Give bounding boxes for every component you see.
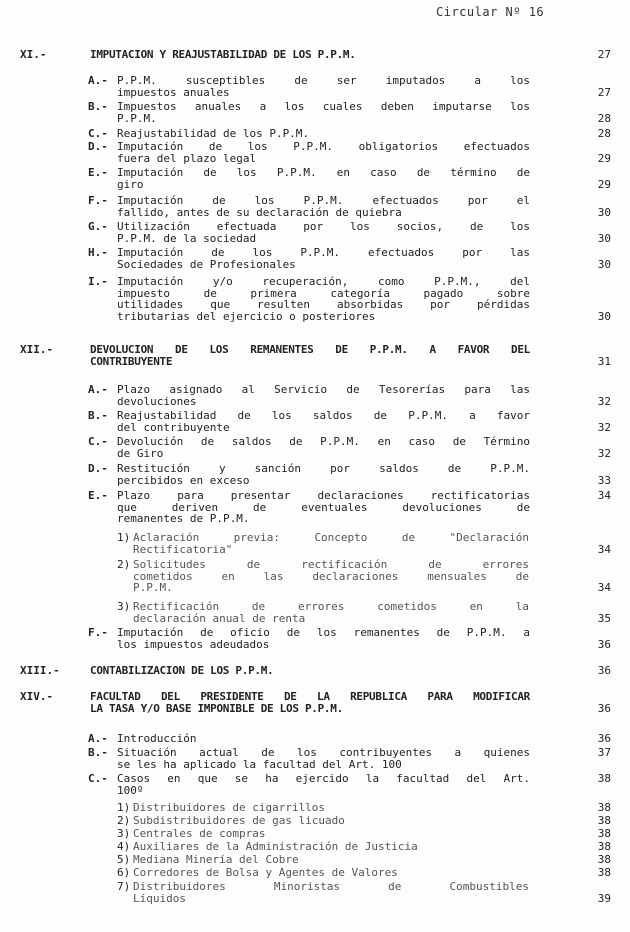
entry-marker: 3) [117, 600, 131, 613]
page-number: 38 [597, 827, 611, 840]
entry-title-line: impuestos anuales [117, 85, 230, 99]
entry-title-line: Rectificación de errores cometidos en la [133, 600, 529, 613]
entry-marker: A.- [88, 383, 108, 396]
entry-marker: C.- [88, 127, 108, 140]
entry-title-line: LA TASA Y/O BASE IMPONIBLE DE LOS P.P.M. [90, 701, 343, 715]
page-number: 39 [597, 891, 611, 905]
page-number: 29 [597, 177, 611, 191]
page-number: 30 [597, 205, 611, 219]
page-number: 28 [597, 127, 611, 140]
entry-title-line: P.P.M. [133, 581, 173, 594]
entry-title-line: Distribuidores Minoristas de Combustibles [133, 880, 529, 893]
entry-title-line: DEVOLUCION DE LOS REMANENTES DE P.P.M. A FAVOR DEL [90, 343, 530, 356]
entry-marker: D.- [88, 462, 108, 475]
entry-title-line: percibidos en exceso [117, 473, 250, 487]
entry-title-line: P.P.M. de la sociedad [117, 231, 257, 245]
page-number: 38 [597, 772, 611, 785]
page-number: 32 [597, 446, 611, 460]
entry-title-line: Introducción [117, 732, 197, 745]
entry-title-line: utilidades que resulten absorbidas por pérdidas [117, 298, 530, 311]
entry-title-line: remanentes de P.P.M. [117, 512, 250, 525]
page-number: 34 [597, 542, 611, 556]
entry-title-line: de Giro [117, 446, 164, 460]
entry-title-line: Situación actual de los contribuyentes a quienes [117, 746, 530, 759]
entry-title-line: se les ha aplicado la facultad del Art. 100 [117, 757, 402, 771]
entry-title-line: Solicitudes de rectificación de errores [133, 558, 529, 571]
entry-title-line: P.P.M. susceptibles de ser imputados a los [117, 74, 530, 87]
entry-title-line: Imputación de los P.P.M. en caso de término de [117, 166, 530, 179]
entry-marker: 7) [117, 880, 131, 893]
entry-marker: XII.- [20, 343, 54, 356]
entry-marker: A.- [88, 74, 108, 87]
entry-title-line: Sociedades de Profesionales [117, 257, 296, 271]
page-number: 27 [597, 85, 611, 99]
entry-title-line: Plazo asignado al Servicio de Tesorerías para las [117, 383, 530, 396]
page-number: 30 [597, 231, 611, 245]
page-number: 30 [597, 257, 611, 271]
entry-title-line: Imputación de los P.P.M. efectuados por las [117, 246, 530, 259]
entry-marker: 2) [117, 814, 131, 827]
entry-title-line: CONTRIBUYENTE [90, 354, 173, 368]
entry-title-line: Plazo para presentar declaraciones rectificatorias [117, 489, 530, 502]
page-number: 30 [597, 309, 611, 323]
page-number: 36 [597, 701, 611, 715]
entry-title-line: Impuestos anuales a los cuales deben imputarse los [117, 100, 530, 113]
entry-title-line: cometidos en las declaraciones mensuales de [133, 569, 529, 583]
entry-title-line: devoluciones [117, 394, 197, 408]
entry-title-line: giro [117, 177, 144, 191]
entry-title-line: fuera del plazo legal [117, 151, 257, 165]
page-number: 34 [597, 581, 611, 594]
entry-title-line: impuesto de primera categoría pagado sobre [117, 286, 530, 300]
entry-marker: F.- [88, 194, 108, 207]
entry-title-line: Distribuidores de cigarrillos [133, 801, 326, 814]
page-number: 38 [597, 853, 611, 866]
page-number: 32 [597, 420, 611, 434]
page-number: 33 [597, 473, 611, 487]
entry-title-line: Subdistribuidores de gas licuado [133, 814, 345, 827]
entry-marker: XIII.- [20, 664, 60, 677]
entry-title-line: Restitución y sanción por saldos de P.P.M. [117, 462, 530, 475]
entry-title-line: tributarias del ejercicio o posteriores [117, 309, 376, 323]
entry-title-line: Rectificatoria" [133, 542, 233, 556]
entry-title-line: Imputación de los P.P.M. obligatorios efectuados [117, 140, 530, 153]
page-number: 37 [597, 746, 611, 759]
entry-marker: 4) [117, 840, 131, 853]
entry-title-line: Líquidos [133, 891, 186, 905]
entry-title-line: Utilización efectuada por los socios, de los [117, 220, 530, 233]
page-number: 27 [597, 48, 611, 61]
entry-marker: 2) [117, 558, 131, 571]
entry-title-line: Auxiliares de la Administración de Justicia [133, 840, 418, 853]
entry-title-line: Corredores de Bolsa y Agentes de Valores [133, 866, 398, 879]
page-number: 36 [597, 664, 611, 677]
entry-marker: 5) [117, 853, 131, 866]
entry-marker: 1) [117, 801, 131, 814]
page-number: 28 [597, 111, 611, 125]
entry-title-line: Imputación de los P.P.M. efectuados por el [117, 194, 530, 207]
page-number: 29 [597, 151, 611, 165]
page-number: 31 [597, 354, 611, 368]
page-number: 34 [597, 489, 611, 502]
entry-marker: E.- [88, 166, 108, 179]
entry-title-line: Aclaración previa: Concepto de "Declaración [133, 531, 529, 544]
entry-marker: XI.- [20, 48, 47, 61]
entry-title-line: FACULTAD DEL PRESIDENTE DE LA REPUBLICA PARA MODIFICAR [90, 690, 530, 703]
entry-title-line: declaración anual de renta [133, 611, 306, 625]
entry-title-line: Imputación y/o recuperación, como P.P.M., del [117, 275, 530, 288]
entry-marker: XIV.- [20, 690, 54, 703]
entry-title-line: que deriven de eventuales devoluciones de [117, 500, 530, 514]
page-number: 36 [597, 732, 611, 745]
page-number: 38 [597, 814, 611, 827]
entry-marker: I.- [88, 275, 108, 288]
entry-title-line: los impuestos adeudados [117, 637, 270, 651]
entry-marker: G.- [88, 220, 108, 233]
entry-title-line: P.P.M. [117, 111, 157, 125]
entry-marker: E.- [88, 489, 108, 502]
page-header: Circular Nº 16 [436, 5, 545, 19]
entry-title-line: del contribuyente [117, 420, 230, 434]
entry-marker: A.- [88, 732, 108, 745]
entry-marker: F.- [88, 626, 108, 639]
entry-title-line: Devolución de saldos de P.P.M. en caso de Término [117, 435, 530, 448]
entry-title-line: Imputación de oficio de los remanentes de P.P.M. a [117, 626, 530, 639]
entry-marker: 6) [117, 866, 131, 879]
page-number: 32 [597, 394, 611, 408]
entry-title-line: CONTABILIZACION DE LOS P.P.M. [90, 664, 274, 677]
entry-title-line: Reajustabilidad de los saldos de P.P.M. a favor [117, 409, 530, 422]
entry-title-line: Mediana Minería del Cobre [133, 853, 299, 866]
page-number: 38 [597, 840, 611, 853]
entry-title-line: Casos en que se ha ejercido la facultad del Art. [117, 772, 530, 785]
page-number: 38 [597, 866, 611, 879]
page-number: 36 [597, 637, 611, 651]
entry-marker: B.- [88, 409, 108, 422]
entry-marker: D.- [88, 140, 108, 153]
page-number: 35 [597, 611, 611, 625]
entry-marker: B.- [88, 100, 108, 113]
entry-marker: 3) [117, 827, 131, 840]
entry-marker: 1) [117, 531, 131, 544]
entry-title-line: 100º [117, 783, 144, 797]
entry-title-line: IMPUTACION Y REAJUSTABILIDAD DE LOS P.P.M. [90, 48, 356, 61]
entry-title-line: Centrales de compras [133, 827, 266, 840]
entry-marker: H.- [88, 246, 108, 259]
entry-marker: C.- [88, 435, 108, 448]
page-number: 38 [597, 801, 611, 814]
entry-title-line: fallido, antes de su declaración de quiebra [117, 205, 402, 219]
entry-marker: B.- [88, 746, 108, 759]
entry-marker: C.- [88, 772, 108, 785]
entry-title-line: Reajustabilidad de los P.P.M. [117, 127, 310, 140]
